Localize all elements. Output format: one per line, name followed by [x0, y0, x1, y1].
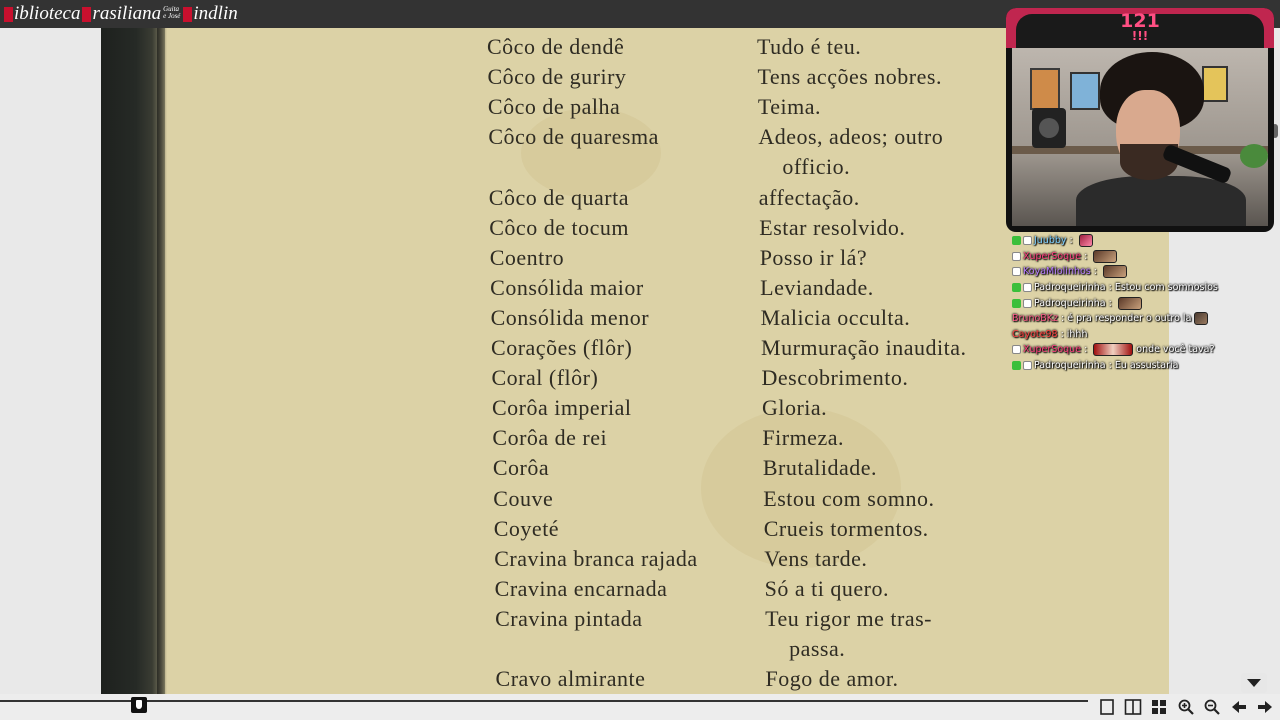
chat-message [1012, 295, 1278, 311]
flower-name: Côco de quaresma [488, 124, 659, 150]
flower-meaning: Leviandade. [760, 274, 874, 300]
flower-meaning: Estar resolvido. [759, 214, 906, 240]
chat-separator: : [1060, 328, 1064, 340]
flower-meaning: affectação. [758, 184, 860, 210]
logo-word-3: indlin [193, 3, 238, 24]
viewer-count-suffix: !!! [1131, 29, 1149, 43]
chat-text: onde você tava? [1136, 344, 1215, 356]
webcam-video [1012, 48, 1268, 226]
flower-meaning: Vens tarde. [764, 545, 868, 571]
library-logo[interactable] [4, 3, 238, 25]
two-page-icon[interactable] [1124, 698, 1142, 716]
subscriber-badge-icon [1012, 283, 1021, 292]
chat-text: ihhh [1066, 328, 1088, 340]
follower-badge-icon [1012, 345, 1021, 354]
flower-meaning: Posso ir lá? [759, 244, 868, 270]
chevron-down-icon [1241, 673, 1267, 693]
chat-emote-icon [1194, 312, 1208, 325]
chat-message [1012, 280, 1278, 296]
flower-meaning: Teima. [757, 94, 822, 120]
speaker [1032, 108, 1066, 148]
chat-username[interactable]: KoyaMiolinhos [1023, 266, 1091, 278]
book-binding [101, 28, 165, 694]
logo-letter-b [4, 7, 13, 22]
flower-meaning: Fogo de amor. [765, 666, 899, 692]
chat-text: Estou com somnosios [1114, 282, 1218, 294]
flower-meaning: Brutalidade. [762, 455, 877, 481]
flower-meaning: Crueis tormentos. [763, 515, 929, 541]
chat-emote-icon [1103, 265, 1127, 278]
zoom-out-icon[interactable] [1203, 698, 1221, 716]
chat-separator: : [1061, 313, 1065, 325]
follower-badge-icon [1012, 267, 1021, 276]
streamer-body [1076, 176, 1246, 226]
subscriber-badge-icon [1012, 299, 1021, 308]
flower-name: Cravo almirante [495, 666, 646, 692]
flower-meaning: Gloria. [761, 395, 828, 421]
flower-name: Cravina pintada [495, 605, 643, 631]
follower-badge-icon [1023, 283, 1032, 292]
flower-meaning: Tudo é teu. [757, 34, 862, 59]
chat-text: Eu assustaria [1114, 360, 1179, 372]
chat-message [1012, 358, 1278, 374]
flower-name: Coral (flôr) [491, 365, 599, 391]
chat-username[interactable]: XuperSoque [1023, 344, 1082, 356]
follower-badge-icon [1023, 299, 1032, 308]
flower-name: Côco de dendê [487, 34, 625, 59]
logo-letter-m [183, 7, 192, 22]
chat-separator: : [1084, 344, 1088, 356]
flower-meaning: Firmeza. [762, 425, 844, 451]
chat-emote-icon [1093, 343, 1133, 356]
bottom-toolbar [0, 694, 1280, 720]
logo-small-top: Guita [163, 5, 180, 13]
logo-word-1: iblioteca [14, 3, 81, 24]
flower-meaning-continuation: officio. [782, 154, 851, 180]
webcam-overlay [1006, 8, 1274, 232]
chat-overlay [1012, 233, 1278, 373]
chat-username[interactable]: Juubby [1034, 235, 1067, 247]
chat-message [1012, 249, 1278, 265]
logo-letter-b2 [82, 7, 91, 22]
flower-meaning: Só a ti quero. [764, 575, 889, 601]
chat-message [1012, 327, 1278, 343]
flower-name: Cravina encarnada [494, 575, 668, 601]
page-progress-track[interactable] [0, 700, 1088, 702]
flower-meaning: Tens acções nobres. [757, 64, 942, 90]
grid-view-icon[interactable] [1150, 698, 1168, 716]
flower-meaning-continuation: passa. [789, 636, 846, 661]
flower-name: Consólida maior [490, 274, 644, 300]
flower-name: Cravina branca rajada [494, 545, 698, 571]
page-progress-handle[interactable] [131, 697, 147, 713]
logo-small-text [163, 6, 180, 20]
flower-name: Corações (flôr) [491, 335, 633, 360]
flower-name: Coyeté [493, 515, 560, 541]
follower-badge-icon [1023, 236, 1032, 245]
chat-emote-icon [1118, 297, 1142, 310]
collapse-toolbar-button[interactable] [1241, 673, 1267, 693]
flower-meaning: Murmuração inaudita. [761, 335, 967, 360]
chat-text: é pra responder o outro la [1067, 313, 1192, 325]
chat-separator: : [1108, 297, 1112, 309]
zoom-in-icon[interactable] [1177, 698, 1195, 716]
flower-name: Côco de quarta [488, 184, 629, 210]
flower-name: Côco de guriry [487, 64, 627, 90]
follower-badge-icon [1012, 252, 1021, 261]
binding-edge [157, 28, 167, 694]
wall-frame [1070, 72, 1100, 110]
chat-message [1012, 264, 1278, 280]
chat-separator: : [1084, 250, 1088, 262]
logo-word-2: rasiliana [92, 3, 162, 24]
chat-separator: : [1108, 282, 1112, 294]
chat-separator: : [1069, 235, 1073, 247]
chat-username[interactable]: Padroqueirinha [1034, 297, 1106, 309]
chat-username[interactable]: Padroqueirinha [1034, 360, 1106, 372]
chat-emote-icon [1079, 234, 1093, 247]
chat-message [1012, 311, 1278, 327]
viewer-count: 121 [1120, 10, 1160, 32]
chat-separator: : [1093, 266, 1097, 278]
next-page-icon[interactable] [1256, 698, 1274, 716]
wall-frame [1202, 66, 1228, 102]
flower-name: Couve [493, 485, 554, 511]
flower-name: Corôa de rei [492, 425, 608, 451]
single-page-icon[interactable] [1098, 698, 1116, 716]
wall-frame [1030, 68, 1060, 110]
flower-meaning: Adeos, adeos; outro [758, 124, 944, 150]
chat-message [1012, 233, 1278, 249]
flower-name: Côco de palha [487, 94, 621, 120]
follower-badge-icon [1023, 361, 1032, 370]
subscriber-badge-icon [1012, 236, 1021, 245]
flower-meaning: Malicia occulta. [760, 304, 911, 330]
plant [1240, 144, 1268, 168]
chat-username[interactable]: XuperSoque [1023, 250, 1082, 262]
chat-message [1012, 342, 1278, 358]
subscriber-badge-icon [1012, 361, 1021, 370]
flower-meaning: Descobrimento. [761, 365, 909, 391]
flower-name: Coentro [489, 244, 565, 270]
chat-username[interactable]: BrunoBKz [1012, 313, 1059, 325]
chat-separator: : [1108, 360, 1112, 372]
flower-meaning: Teu rigor me tras- [765, 605, 932, 631]
flower-name: Corôa [492, 455, 550, 481]
logo-small-bottom: e José [163, 12, 181, 20]
previous-page-icon[interactable] [1230, 698, 1248, 716]
flower-name: Consólida menor [490, 304, 650, 330]
chat-emote-icon [1093, 250, 1117, 263]
chat-username[interactable]: Padroqueirinha [1034, 282, 1106, 294]
flower-name: Côco de tocum [489, 214, 629, 240]
flower-name: Corôa imperial [491, 395, 632, 421]
flower-meaning: Estou com somno. [763, 485, 935, 511]
chat-username[interactable]: Cayote98 [1012, 328, 1058, 340]
